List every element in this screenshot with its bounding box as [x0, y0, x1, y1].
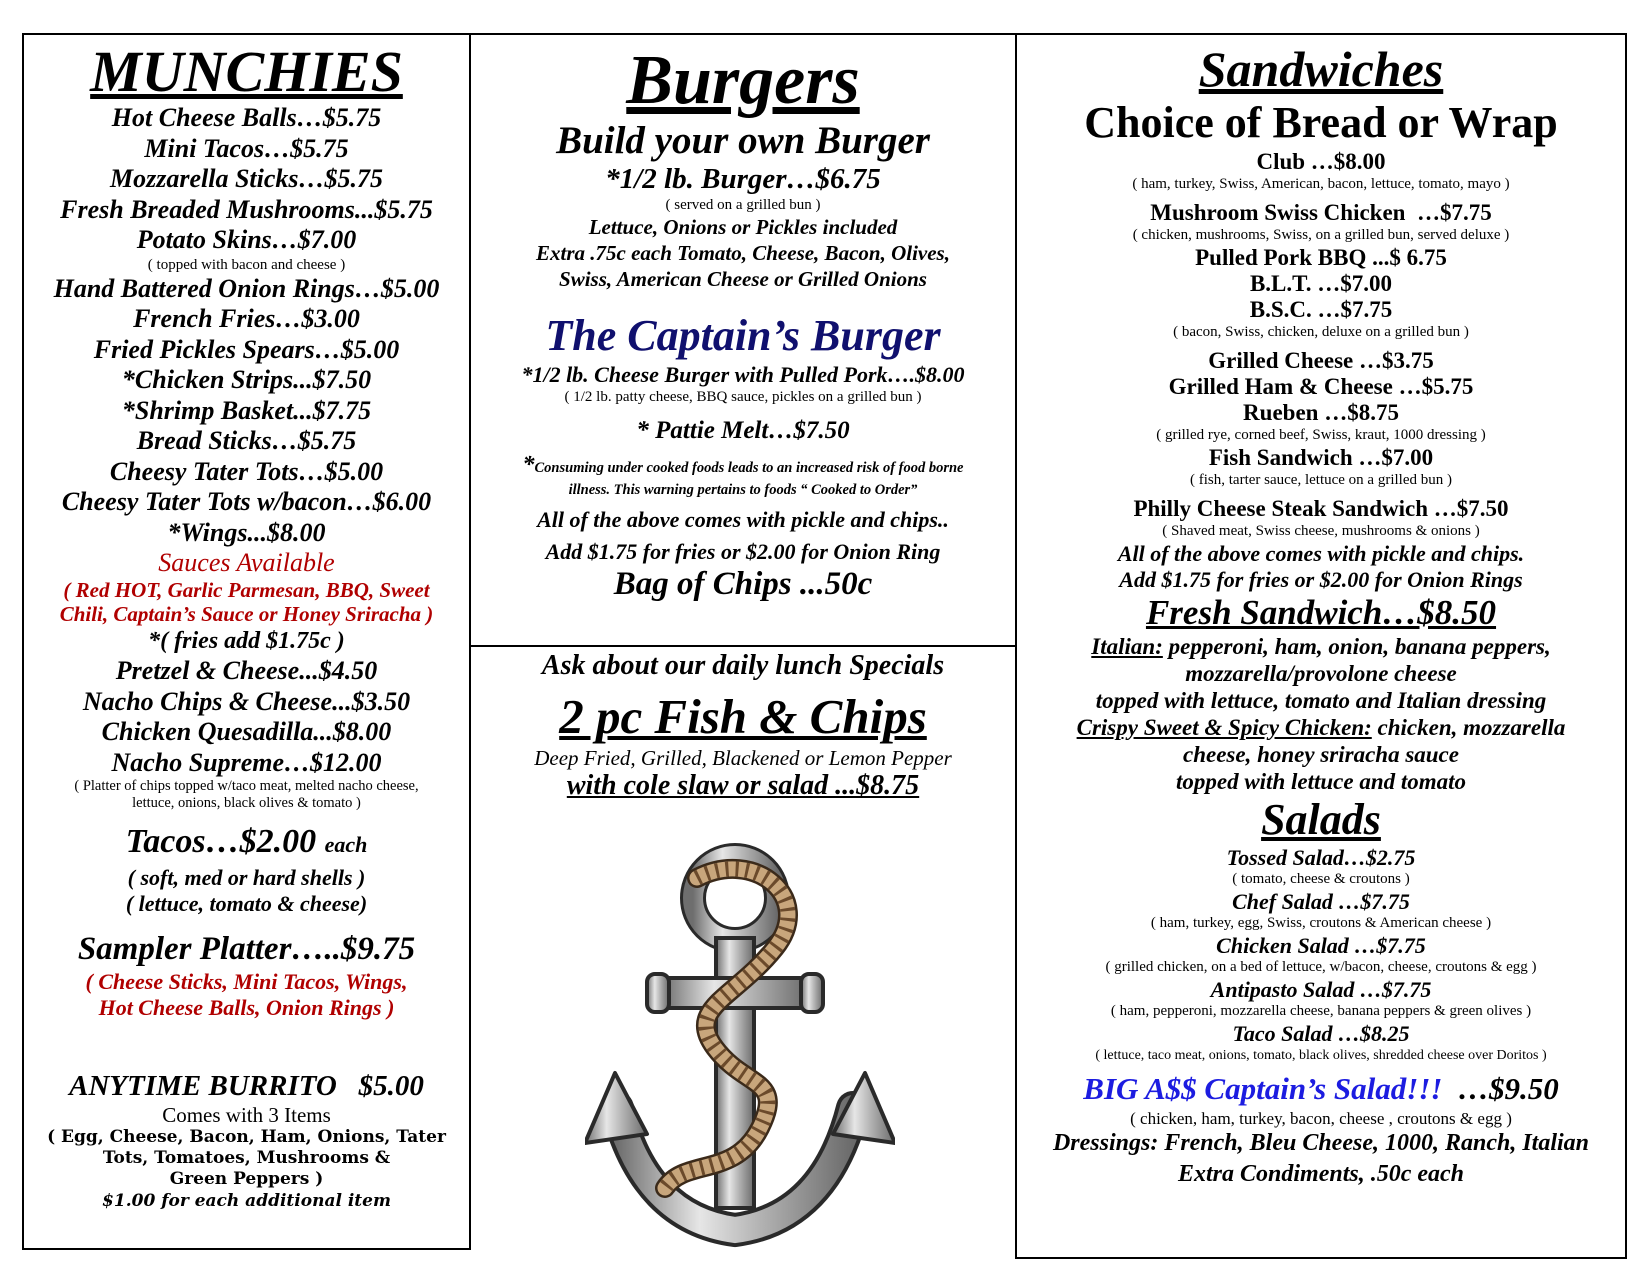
menu-item: French Fries…$3.00	[133, 304, 360, 333]
salads-title: Salads	[1261, 795, 1381, 844]
fish-chips-title: 2 pc Fish & Chips	[559, 689, 927, 744]
specials-section	[469, 648, 1017, 802]
menu-item: Cheesy Tater Tots…$5.00	[109, 456, 384, 486]
menu-item: *Shrimp Basket...$7.75	[121, 395, 372, 425]
menu-item: Fresh Breaded Mushrooms...$5.75	[60, 194, 433, 224]
menu-item: Taco Salad …$8.25	[1232, 1021, 1410, 1046]
menu-item: Club …$8.00	[1256, 149, 1386, 174]
dressings: Dressings: French, Bleu Cheese, 1000, Ranch, Italian	[1052, 1130, 1590, 1156]
menu-item: *Chicken Strips...$7.50	[121, 365, 372, 394]
menu-item: Bag of Chips ...50c	[613, 566, 873, 602]
sandwiches-section	[1017, 41, 1625, 1190]
item-note: ( bacon, Swiss, chicken, deluxe on a grilled bun )	[1173, 324, 1469, 340]
menu-item: *1/2 lb. Cheese Burger with Pulled Pork….$8.00	[521, 362, 965, 387]
menu-item: Pretzel & Cheese...$4.50	[115, 656, 378, 685]
sampler-note: Hot Cheese Balls, Onion Rings )	[98, 995, 395, 1020]
menu-item: Antipasto Salad …$7.75	[1210, 977, 1432, 1002]
fish-price: with cole slaw or salad ...$8.75	[566, 770, 920, 801]
menu-item: Nacho Supreme…$12.00	[111, 747, 382, 777]
burrito-extra: $1.00 for each additional item	[102, 1191, 391, 1211]
crispy-text: chicken, mozzarella	[1371, 715, 1566, 740]
italian-label: Italian:	[1091, 634, 1163, 659]
sandwiches-panel	[1015, 33, 1627, 1259]
menu-item: Mushroom Swiss Chicken …$7.75	[1150, 200, 1492, 225]
italian-desc: mozzarella/provolone cheese	[1185, 661, 1457, 686]
sauces-title: Sauces Available	[158, 548, 335, 577]
crispy-label: Crispy Sweet & Spicy Chicken:	[1076, 715, 1372, 740]
item-note: ( lettuce, tomato & cheese)	[125, 891, 368, 916]
sauces-list: Chili, Captain’s Sauce or Honey Sriracha )	[59, 602, 434, 626]
burger-info: Lettuce, Onions or Pickles included	[588, 215, 898, 239]
menu-item: Philly Cheese Steak Sandwich …$7.50	[1133, 496, 1509, 521]
fish-methods: Deep Fried, Grilled, Blackened or Lemon Pepper	[534, 746, 952, 770]
sampler-note: ( Cheese Sticks, Mini Tacos, Wings,	[85, 969, 408, 994]
munchies-title: MUNCHIES	[90, 39, 403, 104]
condiments: Extra Condiments, .50c each	[1177, 1161, 1465, 1187]
sides-note: Add $1.75 for fries or $2.00 for Onion Ring	[545, 539, 941, 564]
munchies-panel	[22, 33, 471, 1250]
menu-item: * Pattie Melt…$7.50	[636, 417, 850, 444]
item-note: ( ham, turkey, Swiss, American, bacon, lettuce, tomato, mayo )	[1132, 176, 1510, 192]
item-note: ( lettuce, taco meat, onions, tomato, black olives, shredded cheese over Doritos )	[1095, 1048, 1547, 1063]
menu-item: B.L.T. …$7.00	[1249, 271, 1393, 296]
italian-text: pepperoni, ham, onion, banana peppers,	[1162, 634, 1551, 659]
tacos-price: Tacos…$2.00	[125, 823, 317, 860]
item-note: ( tomato, cheese & croutons )	[1232, 871, 1410, 887]
item-note: ( topped with bacon and cheese )	[147, 256, 346, 273]
sandwiches-title: Sandwiches	[1198, 41, 1444, 97]
sauces-list: ( Red HOT, Garlic Parmesan, BBQ, Sweet	[63, 578, 430, 602]
menu-item: Chef Salad …$7.75	[1232, 889, 1410, 914]
menu-item: Hand Battered Onion Rings…$5.00	[53, 273, 440, 303]
menu-item: Mini Tacos…$5.75	[144, 133, 349, 163]
munchies-section	[24, 41, 469, 1212]
menu-item: Tossed Salad…$2.75	[1226, 845, 1416, 870]
tacos-item	[24, 822, 469, 865]
bread-choice: Choice of Bread or Wrap	[1084, 98, 1558, 147]
item-note: ( soft, med or hard shells )	[127, 865, 366, 890]
burgers-title: Burgers	[626, 42, 860, 119]
burrito-options: ( Egg, Cheese, Bacon, Ham, Onions, Tater	[47, 1127, 446, 1147]
item-note: lettuce, onions, black olives & tomato )	[132, 795, 361, 811]
item-note: ( grilled chicken, on a bed of lettuce, w/bacon, cheese, croutons & egg )	[1105, 959, 1537, 975]
burgers-section	[471, 43, 1015, 603]
warning-star: *	[522, 452, 535, 478]
fries-add: *( fries add $1.75c )	[148, 628, 345, 654]
item-note: ( grilled rye, corned beef, Swiss, kraut, 1000 dressing )	[1156, 427, 1486, 443]
burger-info: Swiss, American Cheese or Grilled Onions	[559, 267, 927, 291]
menu-item: Chicken Quesadilla...$8.00	[101, 717, 392, 746]
menu-item: Nacho Chips & Cheese...$3.50	[82, 686, 411, 716]
item-note: ( chicken, mushrooms, Swiss, on a grilled bun, served deluxe )	[1132, 227, 1510, 243]
big-salad-price: …$9.50	[1442, 1071, 1559, 1106]
menu-item: Fried Pickles Spears…$5.00	[93, 334, 400, 364]
sides-note: Add $1.75 for fries or $2.00 for Onion Rings	[1119, 567, 1523, 592]
tacos-each: each	[324, 832, 368, 857]
item-note: ( chicken, ham, turkey, bacon, cheese , croutons & egg )	[1130, 1109, 1512, 1128]
burrito-item: ANYTIME BURRITO $5.00	[69, 1070, 424, 1102]
italian-desc	[1017, 633, 1625, 660]
menu-item: Mozzarella Sticks…$5.75	[109, 164, 384, 193]
sides-note: All of the above comes with pickle and chips..	[537, 507, 949, 532]
crispy-desc	[1017, 714, 1625, 741]
big-captains-salad	[1017, 1069, 1625, 1109]
warning-text: illness. This warning pertains to foods “ Cooked to Order”	[568, 482, 918, 498]
item-note: ( ham, pepperoni, mozzarella cheese, banana peppers & green olives )	[1110, 1003, 1532, 1019]
sides-note: All of the above comes with pickle and chips.	[1117, 541, 1525, 566]
food-warning	[471, 454, 1015, 501]
sampler-item: Sampler Platter…..$9.75	[77, 931, 416, 967]
item-note: ( Platter of chips topped w/taco meat, melted nacho cheese,	[74, 778, 419, 794]
menu-item: Chicken Salad …$7.75	[1216, 933, 1426, 958]
item-note: ( served on a grilled bun )	[665, 197, 821, 213]
menu-item: Hot Cheese Balls…$5.75	[111, 103, 382, 132]
burger-info: Extra .75c each Tomato, Cheese, Bacon, Olives,	[536, 241, 950, 265]
burrito-options: Green Peppers )	[169, 1169, 324, 1189]
menu-item: B.S.C. …$7.75	[1249, 297, 1393, 322]
warning-text: Consuming under cooked foods leads to an increased risk of food borne	[534, 460, 964, 476]
menu-item: Grilled Cheese …$3.75	[1208, 348, 1434, 373]
menu-item: Rueben …$8.75	[1243, 400, 1399, 425]
fresh-sandwich-title: Fresh Sandwich…$8.50	[1145, 593, 1497, 632]
build-burger-heading: Build your own Burger	[556, 119, 930, 162]
item-note: ( fish, tarter sauce, lettuce on a grilled bun )	[1190, 472, 1452, 488]
crispy-desc: cheese, honey sriracha sauce	[1183, 742, 1459, 767]
menu-item: Grilled Ham & Cheese …$5.75	[1168, 374, 1474, 399]
menu-item: Potato Skins…$7.00	[136, 225, 357, 254]
burgers-panel	[469, 33, 1017, 647]
menu-item: *1/2 lb. Burger…$6.75	[605, 163, 881, 195]
anchor-icon	[585, 838, 895, 1248]
crispy-desc: topped with lettuce and tomato	[1175, 769, 1467, 794]
menu-item: Pulled Pork BBQ ...$ 6.75	[1195, 245, 1447, 270]
menu-item: Cheesy Tater Tots w/bacon…$6.00	[61, 487, 432, 516]
big-salad-name: BIG A$$ Captain’s Salad!!!	[1083, 1071, 1443, 1106]
specials-heading: Ask about our daily lunch Specials	[541, 650, 945, 681]
menu-item: *Wings...$8.00	[167, 517, 326, 547]
burrito-note: Comes with 3 Items	[162, 1103, 331, 1127]
item-note: ( Shaved meat, Swiss cheese, mushrooms & onions )	[1162, 523, 1480, 539]
burrito-options: Tots, Tomatoes, Mushrooms &	[102, 1148, 391, 1168]
item-note: ( ham, turkey, egg, Swiss, croutons & American cheese )	[1150, 915, 1492, 931]
captains-burger-title: The Captain’s Burger	[545, 311, 941, 360]
italian-desc: topped with lettuce, tomato and Italian dressing	[1095, 688, 1547, 713]
item-note: ( 1/2 lb. patty cheese, BBQ sauce, pickles on a grilled bun )	[564, 389, 922, 405]
menu-item: Bread Sticks…$5.75	[136, 426, 357, 455]
menu-item: Fish Sandwich …$7.00	[1208, 445, 1434, 470]
